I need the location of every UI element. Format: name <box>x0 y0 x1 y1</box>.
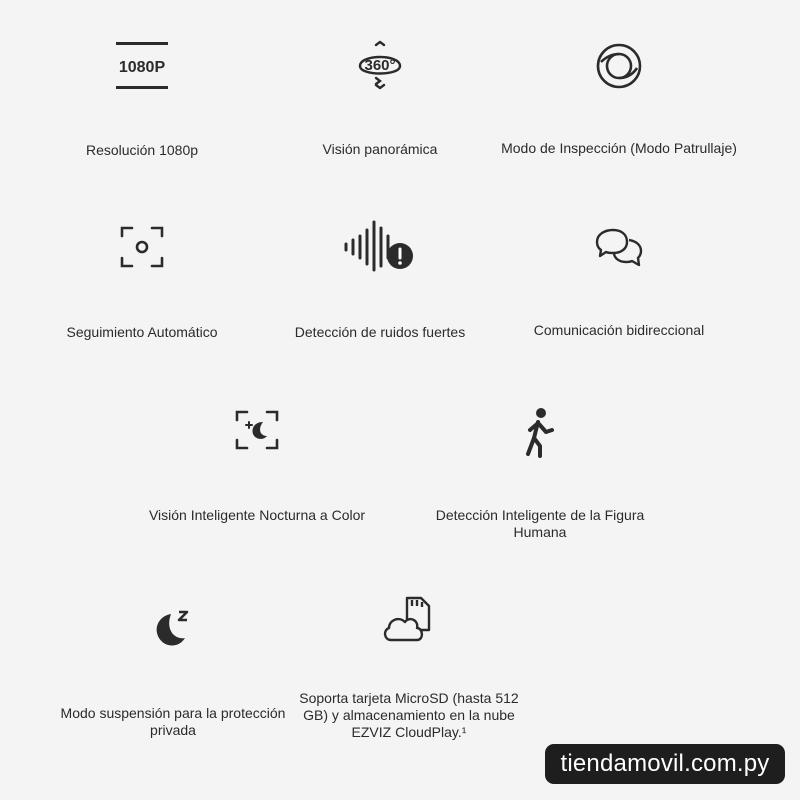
auto-tracking-icon <box>110 214 174 278</box>
feature-label: Modo de Inspección (Modo Patrullaje) <box>501 140 737 156</box>
two-way-talk-icon <box>587 216 651 280</box>
feature-label: Comunicación bidireccional <box>533 322 705 338</box>
sleep-mode-icon <box>141 596 205 660</box>
feature-label: Detección Inteligente de la Figura Humana <box>435 507 645 540</box>
feature-label: Visión panorámica <box>322 141 438 157</box>
human-detection-icon <box>508 400 572 464</box>
resolution-icon-text: 1080P <box>118 59 166 76</box>
feature-label: Modo suspensión para la protección privada <box>60 705 286 738</box>
feature-label: Soporta tarjeta MicroSD (hasta 512 GB) y almacenamiento en la nube EZVIZ CloudPlay.¹ <box>299 690 519 740</box>
feature-label: Resolución 1080p <box>85 142 199 158</box>
smart-night-color-icon <box>225 398 289 462</box>
panoramic-icon-text: 360° <box>364 57 396 74</box>
feature-label: Seguimiento Automático <box>66 324 218 340</box>
feature-label: Visión Inteligente Nocturna a Color <box>148 507 366 523</box>
loud-noise-detection-icon <box>340 214 420 278</box>
feature-label: Detección de ruidos fuertes <box>294 324 466 340</box>
microsd-cloud-storage-icon <box>377 594 441 658</box>
patrol-mode-icon <box>587 32 651 96</box>
resolution-1080p-icon <box>110 34 174 98</box>
watermark-badge: tiendamovil.com.py <box>545 744 785 784</box>
panoramic-360-icon <box>348 32 412 96</box>
